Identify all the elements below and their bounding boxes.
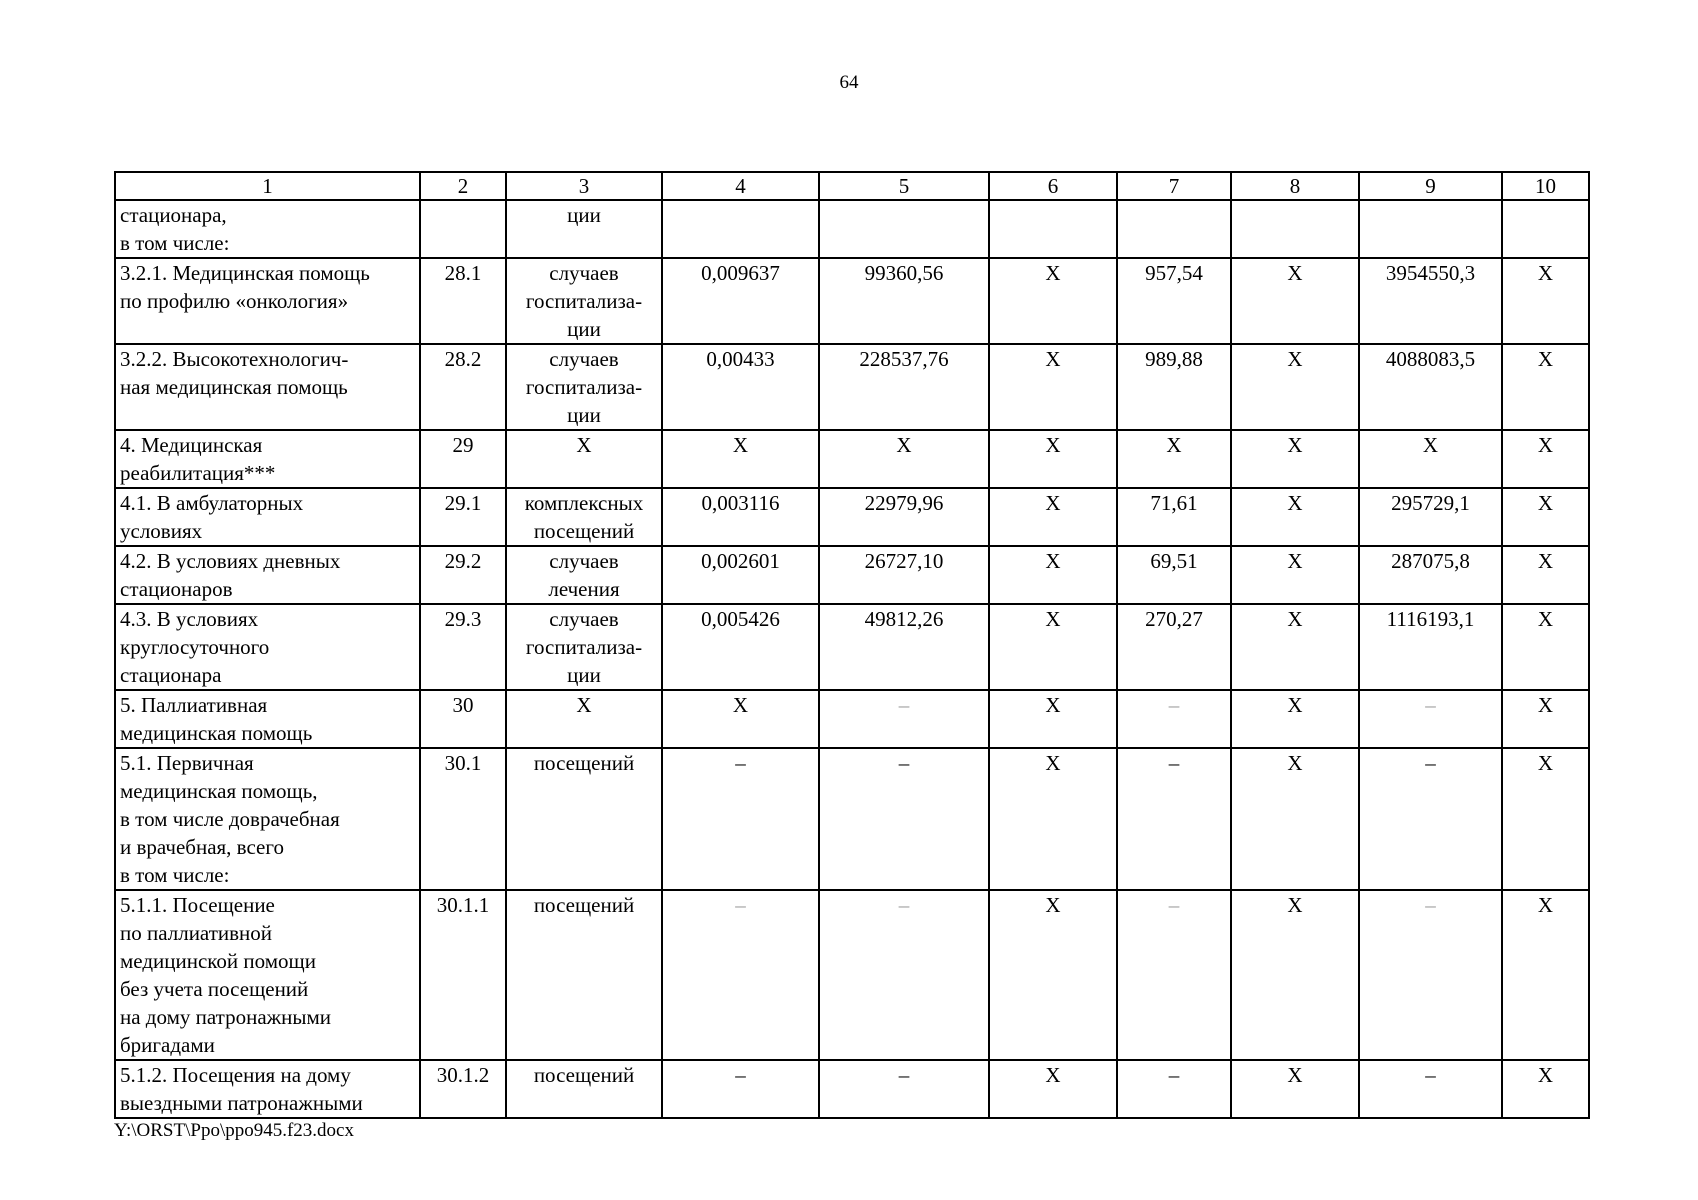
table-cell: – — [819, 690, 989, 748]
table-cell: – — [1359, 748, 1502, 890]
table-cell: 99360,56 — [819, 258, 989, 344]
table-cell: 26727,10 — [819, 546, 989, 604]
column-header: 10 — [1502, 172, 1589, 200]
table-row — [115, 430, 1589, 488]
table-cell: X — [1502, 1060, 1589, 1118]
table-cell: X — [662, 690, 819, 748]
table-cell: – — [1117, 690, 1231, 748]
column-header: 7 — [1117, 172, 1231, 200]
footer-file-path: Y:\ORST\Ppo\ppo945.f23.docx — [114, 1120, 354, 1141]
table-header — [115, 172, 1589, 200]
column-header: 4 — [662, 172, 819, 200]
data-table — [114, 171, 1590, 1119]
table-cell: 29.1 — [420, 488, 506, 546]
row-label-cell: 4.3. В условиях круглосуточного стационара — [115, 604, 420, 690]
table-cell: X — [1502, 546, 1589, 604]
table-cell: 228537,76 — [819, 344, 989, 430]
table-body — [115, 200, 1589, 1118]
table-cell: X — [1502, 748, 1589, 890]
table-cell — [1117, 200, 1231, 258]
row-label-cell: 5.1.1. Посещение по паллиативной медицинской помощи без учета посещений на дому патронажными бригадами — [115, 890, 420, 1060]
table-cell: – — [1359, 890, 1502, 1060]
table-row — [115, 200, 1589, 258]
table-row — [115, 258, 1589, 344]
table-cell: X — [1231, 546, 1359, 604]
column-header: 2 — [420, 172, 506, 200]
row-label-cell: 3.2.2. Высокотехнологич- ная медицинская помощь — [115, 344, 420, 430]
table-cell: 3954550,3 — [1359, 258, 1502, 344]
table-cell: – — [819, 890, 989, 1060]
table-cell: – — [1359, 1060, 1502, 1118]
table-cell: 29.3 — [420, 604, 506, 690]
table-cell: 0,003116 — [662, 488, 819, 546]
column-header: 9 — [1359, 172, 1502, 200]
table-cell: X — [1231, 690, 1359, 748]
table-cell: 270,27 — [1117, 604, 1231, 690]
table-cell: X — [1502, 604, 1589, 690]
table-cell: X — [1231, 344, 1359, 430]
table-cell: – — [1117, 748, 1231, 890]
table-cell: случаев госпитализа- ции — [506, 604, 662, 690]
row-label-cell: 4.2. В условиях дневных стационаров — [115, 546, 420, 604]
table-cell: комплексных посещений — [506, 488, 662, 546]
table-cell: X — [989, 344, 1117, 430]
table-cell: 957,54 — [1117, 258, 1231, 344]
table-cell: X — [1502, 690, 1589, 748]
table-cell: X — [1359, 430, 1502, 488]
table-cell: X — [1231, 748, 1359, 890]
row-label-cell: 4. Медицинская реабилитация*** — [115, 430, 420, 488]
table-cell — [420, 200, 506, 258]
table-cell: X — [1231, 430, 1359, 488]
table-row — [115, 690, 1589, 748]
table-cell: – — [1117, 1060, 1231, 1118]
table-cell: 30.1.2 — [420, 1060, 506, 1118]
table-cell: – — [662, 1060, 819, 1118]
table-row — [115, 488, 1589, 546]
table-cell: X — [989, 488, 1117, 546]
table-cell — [1231, 200, 1359, 258]
table-cell — [662, 200, 819, 258]
column-header: 5 — [819, 172, 989, 200]
table-cell: X — [1502, 488, 1589, 546]
row-label-cell: 5.1.2. Посещения на дому выездными патронажными — [115, 1060, 420, 1118]
table-cell: X — [819, 430, 989, 488]
table-cell: 30.1 — [420, 748, 506, 890]
table-cell: X — [989, 890, 1117, 1060]
table-cell: X — [506, 430, 662, 488]
table-row — [115, 890, 1589, 1060]
table-cell: X — [1502, 430, 1589, 488]
table-cell: 1116193,1 — [1359, 604, 1502, 690]
column-number-row — [115, 172, 1589, 200]
table-cell: 30 — [420, 690, 506, 748]
table-cell — [1502, 200, 1589, 258]
row-label-cell: 5.1. Первичная медицинская помощь, в том числе доврачебная и врачебная, всего в том числе: — [115, 748, 420, 890]
table-row — [115, 748, 1589, 890]
row-label-cell: 5. Паллиативная медицинская помощь — [115, 690, 420, 748]
table-cell: X — [1231, 604, 1359, 690]
table-cell: – — [1359, 690, 1502, 748]
row-label-cell: 4.1. В амбулаторных условиях — [115, 488, 420, 546]
table-cell: – — [662, 890, 819, 1060]
table-cell: X — [989, 748, 1117, 890]
table-cell: X — [1231, 890, 1359, 1060]
table-cell: X — [989, 604, 1117, 690]
table-row — [115, 546, 1589, 604]
table-cell: посещений — [506, 1060, 662, 1118]
table-cell: X — [1231, 1060, 1359, 1118]
table-cell: – — [819, 1060, 989, 1118]
table-cell — [989, 200, 1117, 258]
table-cell: – — [1117, 890, 1231, 1060]
table-row — [115, 604, 1589, 690]
table-cell: 28.1 — [420, 258, 506, 344]
table-cell: 989,88 — [1117, 344, 1231, 430]
table-cell: 0,005426 — [662, 604, 819, 690]
table-cell: ции — [506, 200, 662, 258]
table-cell: X — [1502, 258, 1589, 344]
table-cell: – — [819, 748, 989, 890]
table-cell: X — [989, 430, 1117, 488]
table-cell: посещений — [506, 748, 662, 890]
table-cell: – — [662, 748, 819, 890]
table-cell: случаев госпитализа- ции — [506, 344, 662, 430]
table-cell: X — [989, 1060, 1117, 1118]
table-cell: X — [989, 258, 1117, 344]
column-header: 8 — [1231, 172, 1359, 200]
table-cell: 0,002601 — [662, 546, 819, 604]
table-cell: случаев госпитализа- ции — [506, 258, 662, 344]
table-cell: X — [989, 690, 1117, 748]
table-cell — [819, 200, 989, 258]
table-row — [115, 344, 1589, 430]
table-cell: 30.1.1 — [420, 890, 506, 1060]
table-cell: 29.2 — [420, 546, 506, 604]
column-header: 1 — [115, 172, 420, 200]
table-cell: 29 — [420, 430, 506, 488]
table-cell: 0,009637 — [662, 258, 819, 344]
table-cell: 287075,8 — [1359, 546, 1502, 604]
table-cell: X — [1117, 430, 1231, 488]
table-cell: 71,61 — [1117, 488, 1231, 546]
row-label-cell: 3.2.1. Медицинская помощь по профилю «онкология» — [115, 258, 420, 344]
table-cell: X — [662, 430, 819, 488]
row-label-cell: стационара, в том числе: — [115, 200, 420, 258]
table-cell: X — [1502, 890, 1589, 1060]
table-cell: X — [1231, 258, 1359, 344]
table-cell: 49812,26 — [819, 604, 989, 690]
table-cell: посещений — [506, 890, 662, 1060]
table-cell — [1359, 200, 1502, 258]
table-cell: случаев лечения — [506, 546, 662, 604]
table-row — [115, 1060, 1589, 1118]
column-header: 6 — [989, 172, 1117, 200]
table-cell: X — [1502, 344, 1589, 430]
table-cell: X — [989, 546, 1117, 604]
page-number: 64 — [839, 72, 859, 93]
table-cell: 295729,1 — [1359, 488, 1502, 546]
column-header: 3 — [506, 172, 662, 200]
table-cell: 4088083,5 — [1359, 344, 1502, 430]
table-cell: 69,51 — [1117, 546, 1231, 604]
table-cell: 28.2 — [420, 344, 506, 430]
table-cell: 0,00433 — [662, 344, 819, 430]
table-cell: X — [1231, 488, 1359, 546]
table-cell: 22979,96 — [819, 488, 989, 546]
table-cell: X — [506, 690, 662, 748]
